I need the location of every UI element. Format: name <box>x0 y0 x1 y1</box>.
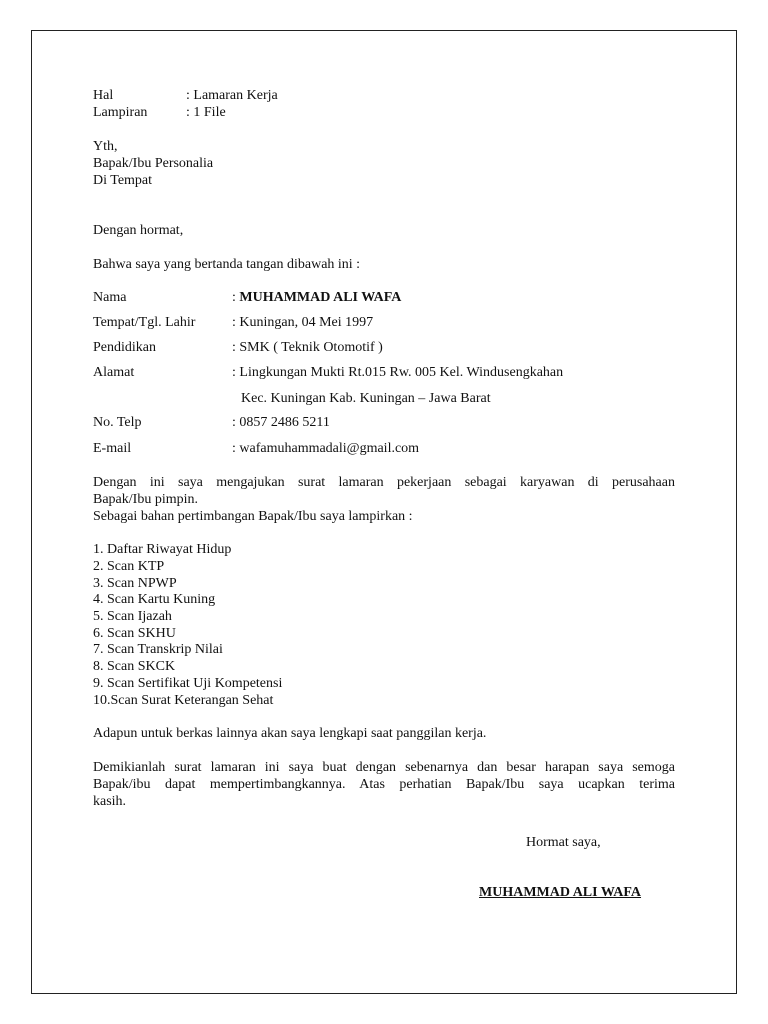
ttl-value: : Kuningan, 04 Mei 1997 <box>232 315 374 330</box>
signature-name: MUHAMMAD ALI WAFA <box>479 885 642 900</box>
pendidikan-value: : SMK ( Teknik Otomotif ) <box>232 340 383 355</box>
ttl-label: Tempat/Tgl. Lahir <box>93 315 196 330</box>
paragraph-application-line-1: Dengan ini saya mengajukan surat lamaran pekerjaan sebagai karyawan di perusahaan <box>93 475 675 490</box>
paragraph-application <box>93 474 675 508</box>
paragraph-attachments-intro: Sebagai bahan pertimbangan Bapak/Ibu saya lampirkan : <box>93 509 413 524</box>
alamat-label: Alamat <box>93 365 135 380</box>
attachment-item: 8. Scan SKCK <box>93 659 176 674</box>
attachment-item: 9. Scan Sertifikat Uji Kompetensi <box>93 676 283 691</box>
attachment-item: 3. Scan NPWP <box>93 576 177 591</box>
attachment-item: 4. Scan Kartu Kuning <box>93 592 216 607</box>
alamat-value-2: Kec. Kuningan Kab. Kuningan – Jawa Barat <box>241 391 491 406</box>
paragraph-application-line-2: Bapak/Ibu pimpin. <box>93 492 198 507</box>
telp-label: No. Telp <box>93 415 142 430</box>
attachment-item: 6. Scan SKHU <box>93 626 176 641</box>
attachment-item: 5. Scan Ijazah <box>93 609 172 624</box>
nama-value: MUHAMMAD ALI WAFA <box>239 290 402 305</box>
email-value: : wafamuhammadali@gmail.com <box>232 441 420 456</box>
nama-label: Nama <box>93 290 127 305</box>
recipient-line-1: Yth, <box>93 139 118 154</box>
recipient-line-2: Bapak/Ibu Personalia <box>93 156 214 171</box>
paragraph-closing-line-1: Demikianlah surat lamaran ini saya buat dengan sebenarnya dan besar harapan saya semoga <box>93 760 675 775</box>
attachment-item: 1. Daftar Riwayat Hidup <box>93 542 232 557</box>
nama-value-row <box>232 289 401 306</box>
paragraph-other-documents: Adapun untuk berkas lainnya akan saya lengkapi saat panggilan kerja. <box>93 726 487 741</box>
lampiran-label: Lampiran <box>93 105 148 120</box>
alamat-value-1: : Lingkungan Mukti Rt.015 Rw. 005 Kel. Windusengkahan <box>232 365 564 380</box>
closing-salutation: Hormat saya, <box>526 835 601 850</box>
paragraph-closing <box>93 759 675 810</box>
pendidikan-label: Pendidikan <box>93 340 156 355</box>
hal-value: : Lamaran Kerja <box>186 88 278 103</box>
greeting: Dengan hormat, <box>93 223 184 238</box>
hal-label: Hal <box>93 88 114 103</box>
email-label: E-mail <box>93 441 132 456</box>
attachment-item: 2. Scan KTP <box>93 559 165 574</box>
nama-prefix: : <box>232 290 240 305</box>
telp-value: : 0857 2486 5211 <box>232 415 330 430</box>
intro-text: Bahwa saya yang bertanda tangan dibawah ini : <box>93 257 361 272</box>
recipient-line-3: Di Tempat <box>93 173 153 188</box>
attachment-item: 10.Scan Surat Keterangan Sehat <box>93 693 274 708</box>
lampiran-value: : 1 File <box>186 105 226 120</box>
paragraph-closing-line-2: Bapak/ibu dapat mempertimbangkannya. Atas perhatian Bapak/Ibu saya ucapkan terima <box>93 777 675 792</box>
paragraph-closing-line-3: kasih. <box>93 794 127 809</box>
attachment-item: 7. Scan Transkrip Nilai <box>93 642 223 657</box>
